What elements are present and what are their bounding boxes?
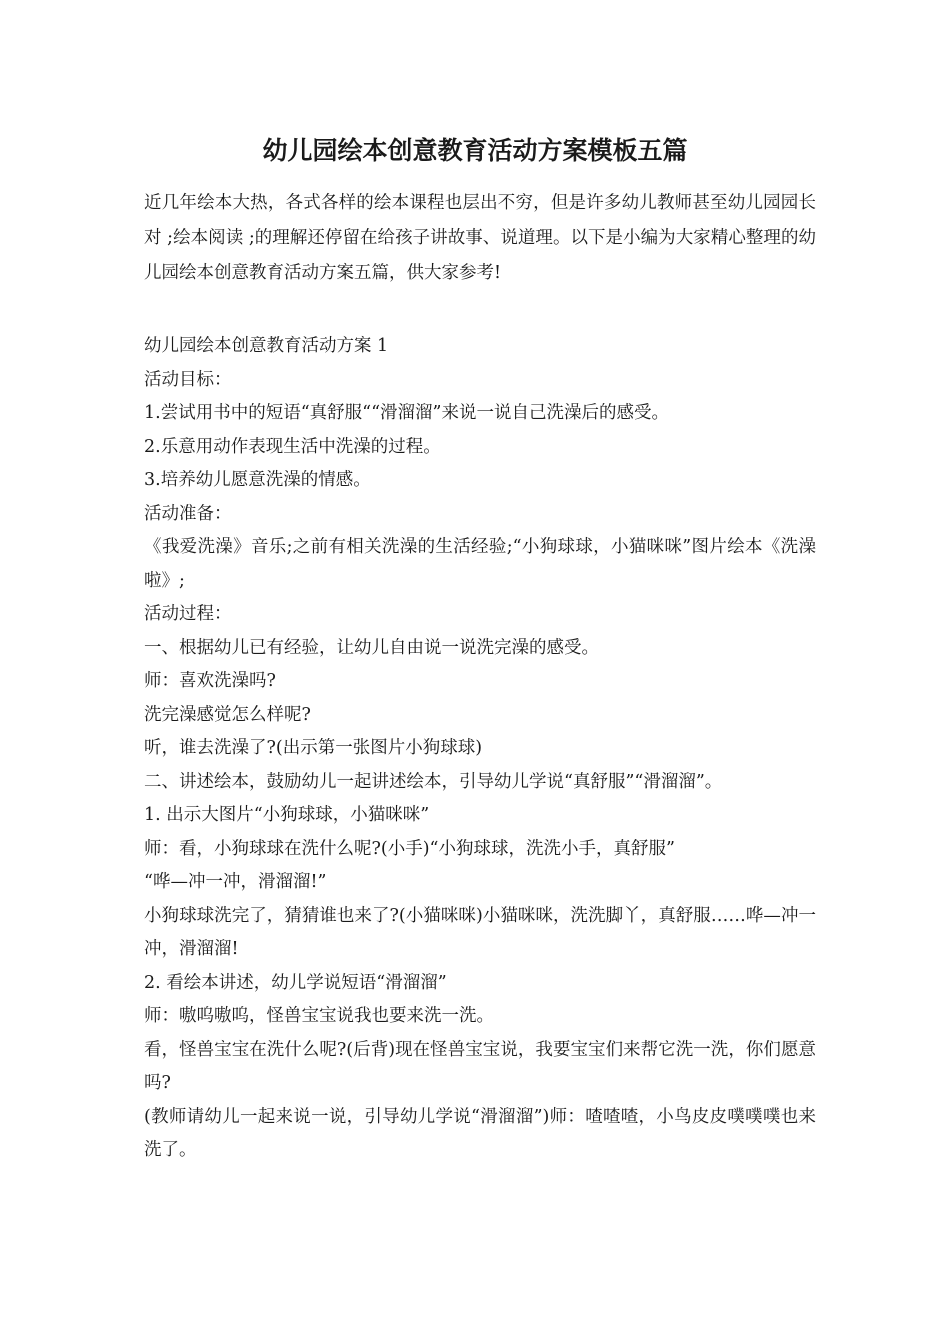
text-line: 师：喜欢洗澡吗? — [144, 671, 276, 691]
text-line: 活动准备： — [144, 503, 232, 524]
document-title: 幼儿园绘本创意教育活动方案模板五篇 — [262, 136, 688, 165]
text-line: 洗完澡感觉怎么样呢? — [144, 704, 311, 725]
text-line: 小狗球球洗完了，猜猜谁也来了?(小猫咪咪)小猫咪咪，洗洗脚丫，真舒服……哗—冲一冲，滑溜溜! — [144, 905, 816, 959]
text-line: 二、讲述绘本，鼓励幼儿一起讲述绘本，引导幼儿学说“真舒服”“滑溜溜”。 — [144, 771, 723, 792]
text-line: 1.尝试用书中的短语“真舒服““滑溜溜”来说一说自己洗澡后的感受。 — [144, 403, 669, 423]
document-body — [144, 330, 816, 1168]
intro-paragraph: 近几年绘本大热，各式各样的绘本课程也层出不穷，但是许多幼儿教师甚至幼儿园园长对 ;绘本阅读 ;的理解还停留在给孩子讲故事、说道理。以下是小编为大家精心整理的幼儿园绘本创意教育活动方案五篇，供大家参考! — [144, 193, 816, 283]
text-line: 《我爱洗澡》音乐;之前有相关洗澡的生活经验;“小狗球球，小猫咪咪”图片绘本《洗澡啦》; — [144, 537, 816, 591]
text-line: 一、根据幼儿已有经验，让幼儿自由说一说洗完澡的感受。 — [144, 637, 599, 658]
text-line: 2. 看绘本讲述，幼儿学说短语“滑溜溜” — [144, 972, 447, 993]
text-line: (教师请幼儿一起来说一说，引导幼儿学说“滑溜溜”)师：喳喳喳，小鸟皮皮噗噗噗也来洗了。 — [144, 1106, 816, 1160]
text-line: 师：看，小狗球球在洗什么呢?(小手)“小狗球球，洗洗小手，真舒服” — [144, 838, 675, 859]
text-line: 活动过程： — [144, 604, 232, 624]
text-line: “哗—冲一冲，滑溜溜!” — [144, 872, 327, 892]
text-line: 师：嗷呜嗷呜，怪兽宝宝说我也要来洗一洗。 — [144, 1006, 494, 1026]
text-line: 看，怪兽宝宝在洗什么呢?(后背)现在怪兽宝宝说，我要宝宝们来帮它洗一洗，你们愿意吗? — [144, 1039, 816, 1093]
text-line: 活动目标： — [144, 369, 232, 390]
text-line: 3.培养幼儿愿意洗澡的情感。 — [144, 470, 371, 490]
text-line: 1. 出示大图片“小狗球球，小猫咪咪” — [144, 805, 430, 825]
section-heading: 幼儿园绘本创意教育活动方案 1 — [144, 336, 389, 356]
text-line: 听，谁去洗澡了?(出示第一张图片小狗球球) — [144, 738, 483, 758]
text-line: 2.乐意用动作表现生活中洗澡的过程。 — [144, 436, 441, 457]
